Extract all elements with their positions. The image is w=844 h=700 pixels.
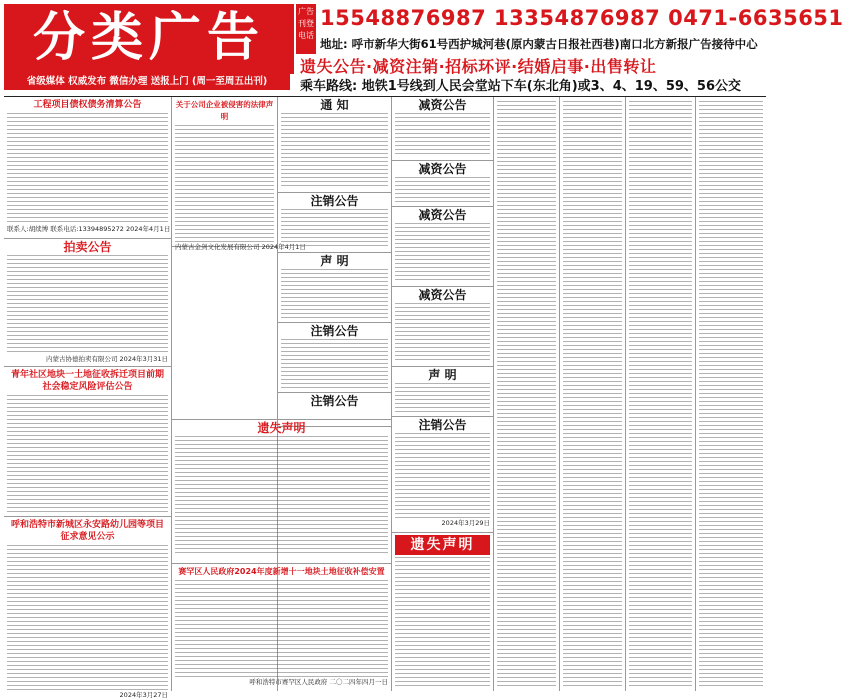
notice-body	[281, 209, 388, 249]
notice-body	[395, 113, 490, 157]
notice	[392, 207, 493, 287]
notice	[392, 533, 493, 691]
notice	[392, 367, 493, 417]
notice-title: 通 知	[320, 98, 349, 112]
notice	[172, 97, 306, 251]
transit-line: 乘车路线: 地铁1号线到人民会堂站下车(东北角)或3、4、19、59、56公交	[300, 79, 742, 94]
notice-body	[395, 303, 490, 363]
notice-body	[395, 223, 490, 283]
notice-title: 注销公告	[418, 418, 467, 432]
notice-body	[281, 113, 388, 189]
notice-body	[175, 436, 388, 556]
column-5	[494, 97, 560, 691]
notice	[4, 517, 171, 699]
notice-title: 赛罕区人民政府2024年度新增十一地块土地征收补偿安置	[178, 567, 385, 576]
notice-signature: 2024年3月27日	[119, 691, 168, 699]
notice	[4, 367, 171, 517]
notice-signature: 呼和浩特市赛罕区人民政府 二〇二四年四月一日	[249, 678, 388, 686]
notice	[172, 420, 391, 564]
notice	[392, 161, 493, 207]
notice-title: 注销公告	[310, 324, 359, 338]
notice-title: 遗失声明	[395, 535, 490, 555]
notice	[4, 97, 171, 239]
column-6	[560, 97, 626, 691]
notice-grid	[4, 96, 766, 699]
notice	[392, 417, 493, 533]
phone-tag: 广告刊登电话	[296, 4, 316, 54]
wide-block	[172, 419, 392, 691]
notice	[278, 253, 391, 323]
notice-body	[175, 580, 388, 678]
notice-title: 声 明	[428, 368, 457, 382]
notice-body	[7, 113, 168, 225]
notice-title: 关于公司企业被侵害的法律声明	[175, 100, 274, 121]
brand-title: 分类广告	[32, 7, 265, 68]
notice-body	[699, 101, 763, 689]
notice	[278, 193, 391, 253]
notice-body	[395, 177, 490, 203]
notice-title: 遗失声明	[257, 421, 306, 435]
masthead	[0, 0, 844, 95]
phone-numbers: 15548876987 13354876987 0471-6635651	[320, 6, 844, 30]
notice-body	[395, 557, 490, 687]
notice	[494, 97, 559, 691]
notice-body	[175, 125, 274, 243]
notice	[392, 97, 493, 161]
notice-title: 减资公告	[418, 162, 467, 176]
notice-body	[629, 101, 692, 689]
notice-title: 青年社区地块一土地征收拆迁项目前期社会稳定风险评估公告	[10, 370, 164, 392]
notice-body	[7, 545, 168, 691]
notice	[560, 97, 625, 691]
notice-signature: 内蒙古金剑文化发展有限公司 2024年4月1日	[175, 243, 306, 251]
notice-title: 减资公告	[418, 98, 467, 112]
notice-title: 呼和浩特市新城区永安路幼儿园等项目征求意见公示	[10, 520, 164, 542]
brand-tagline: 省级媒体 权威发布 微信办理 送报上门 (周一至周五出刊)	[4, 74, 290, 90]
notice-body	[395, 433, 490, 519]
notice-signature: 联系人:胡续博 联系电话:13394895272 2024年4月1日	[7, 225, 171, 233]
notice-title: 减资公告	[418, 208, 467, 222]
notice-signature: 2024年3月29日	[441, 519, 490, 527]
notice-title: 工程项目债权债务清算公告	[33, 100, 142, 110]
brand-block	[4, 4, 294, 74]
column-7	[626, 97, 696, 691]
notice-title: 减资公告	[418, 288, 467, 302]
notice	[696, 97, 766, 691]
column-1	[4, 97, 172, 699]
column-4	[392, 97, 494, 691]
notice	[278, 323, 391, 393]
notice-title: 声 明	[320, 254, 349, 268]
notice-signature: 内蒙古协德拍卖有限公司 2024年3月31日	[45, 355, 168, 363]
notice	[4, 239, 171, 367]
notice	[392, 287, 493, 367]
notice-body	[7, 255, 168, 355]
notice-body	[7, 395, 168, 515]
notice-body	[281, 269, 388, 319]
notice-title: 注销公告	[310, 194, 359, 208]
notice	[172, 564, 391, 692]
services-line: 遗失公告·减资注销·招标环评·结婚启事·出售转让	[300, 57, 657, 76]
notice-body	[497, 101, 556, 689]
notice-body	[563, 101, 622, 689]
notice	[278, 97, 391, 193]
notice-body	[281, 339, 388, 389]
column-8	[696, 97, 766, 691]
notice-body	[395, 383, 490, 413]
notice	[626, 97, 695, 691]
notice-title: 注销公告	[310, 394, 359, 408]
address-line: 地址: 呼市新华大街61号西护城河巷(原内蒙古日报社西巷)南口北方新报广告接待中心	[320, 37, 758, 51]
notice-title: 拍卖公告	[63, 240, 112, 254]
